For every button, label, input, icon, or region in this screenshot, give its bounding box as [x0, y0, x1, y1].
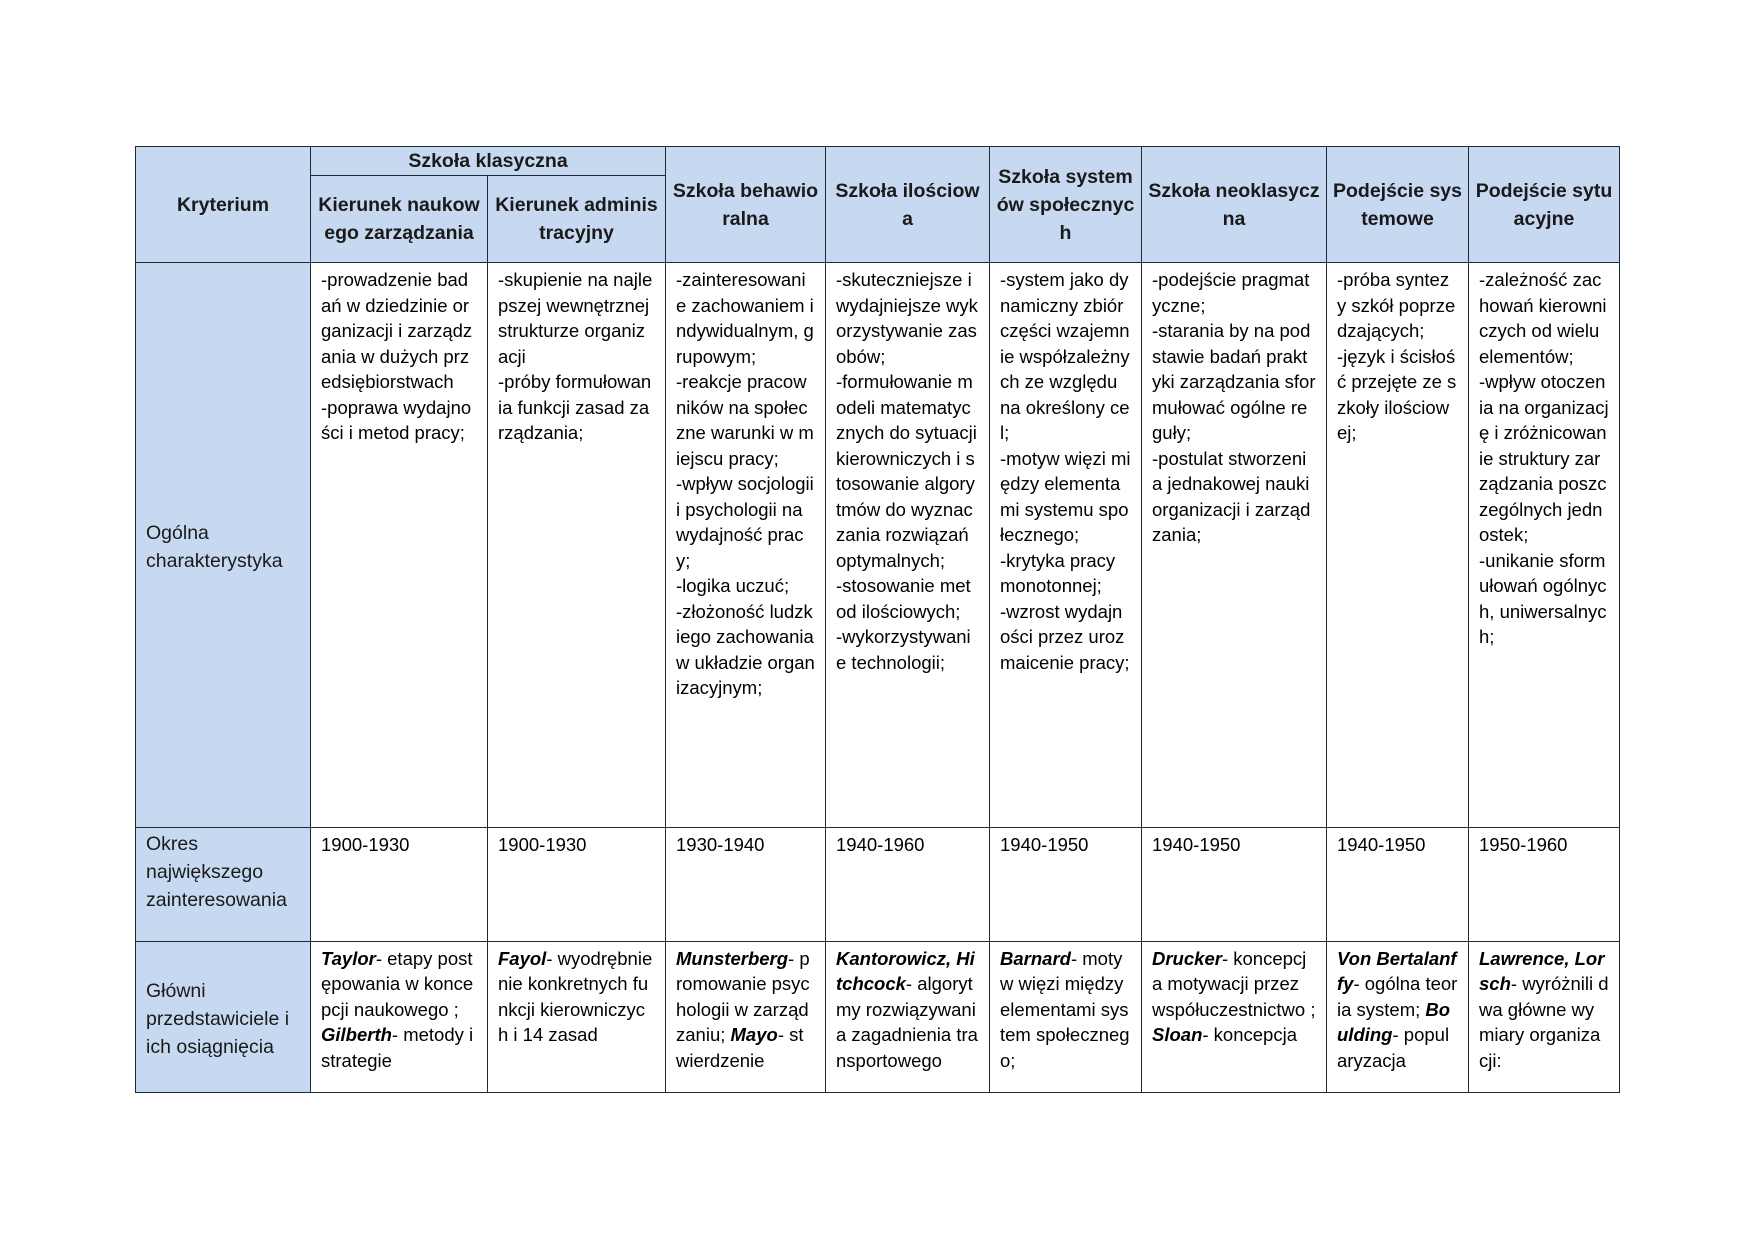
representative-name: Drucker [1152, 947, 1222, 969]
characteristic-line: -poprawa wydajności i metod pracy; [321, 396, 472, 444]
representatives-cell [1469, 941, 1620, 1092]
period-cell: 1950-1960 [1469, 828, 1620, 941]
period-cell: 1940-1960 [826, 828, 990, 941]
char-cell [990, 263, 1142, 828]
representative-achievement: - wyróżnili dwa główne wymiary organizacji: [1479, 973, 1609, 1071]
row-label-period: Okres największego zainteresowania [136, 828, 311, 941]
representatives-cell [666, 941, 826, 1092]
representative-name: Mayo [730, 1024, 778, 1046]
representatives-cell [826, 941, 990, 1092]
header-kryterium: Kryterium [136, 147, 311, 263]
representative-name: Sloan [1152, 1024, 1203, 1046]
period-cell: 1940-1950 [1327, 828, 1469, 941]
document-page [135, 146, 1619, 1093]
representative-achievement: - popularyzacja [1337, 1024, 1450, 1071]
characteristic-line: -próba syntezy szkół poprzedzających; [1337, 269, 1456, 342]
characteristic-line: -podejście pragmatyczne; [1152, 269, 1310, 316]
row-general-characteristics [136, 263, 1620, 828]
header-col-3: Szkoła behawioralna [666, 147, 826, 263]
characteristic-line: -reakcje pracowników na społeczne warunki w miejscu pracy; [676, 371, 814, 469]
characteristic-line: -unikanie sformułowań ogólnych, uniwersalnych; [1479, 549, 1607, 648]
characteristic-line: -złożoność ludzkiego zachowania w układzie organizacyjnym; [676, 600, 815, 699]
header-col-2: Kierunek administracyjny [488, 176, 666, 263]
period-cell: 1930-1940 [666, 828, 826, 941]
header-col-4: Szkoła ilościowa [826, 147, 990, 263]
char-cell [826, 263, 990, 828]
representative-name: Taylor [321, 947, 376, 969]
characteristic-line: -wpływ socjologii i psychologii na wydajność pracy; [676, 473, 814, 571]
representative-name: Fayol [498, 947, 547, 969]
char-cell [1142, 263, 1327, 828]
representative-name: Barnard [1000, 947, 1071, 969]
representative-achievement: - koncepcja motywacji przez współuczestnictwo ; [1152, 947, 1316, 1020]
period-cell: 1900-1930 [488, 828, 666, 941]
representative-achievement: - algorytmy rozwiązywania zagadnienia transportowego [836, 973, 978, 1071]
characteristic-line: -system jako dynamiczny zbiór części wzajemnie współzależnych ze względu na określony cel; [1000, 269, 1130, 444]
header-col-7: Podejście systemowe [1327, 147, 1469, 263]
representative-name: Munsterberg [676, 947, 789, 969]
characteristic-line: -krytyka pracy monotonnej; [1000, 549, 1116, 597]
characteristic-line: -postulat stworzenia jednakowej nauki organizacji i zarządzania; [1152, 447, 1311, 546]
char-cell [1327, 263, 1469, 828]
representatives-cell [990, 941, 1142, 1092]
characteristic-line: -wzrost wydajności przez urozmaicenie pracy; [1000, 600, 1130, 673]
header-col-1: Kierunek naukowego zarządzania [311, 176, 488, 263]
period-cell: 1900-1930 [311, 828, 488, 941]
characteristic-line: -prowadzenie badań w dziedzinie organizacji i zarządzania w dużych przedsiębiorstwach [321, 269, 473, 393]
characteristic-line: -motyw więzi między elementami systemu społecznego; [1000, 447, 1131, 546]
period-cell: 1940-1950 [1142, 828, 1327, 941]
characteristic-line: -język i ścisłość przejęte ze szkoły ilościowej; [1337, 345, 1457, 444]
representative-name: Lawrence, Lorsch [1479, 947, 1605, 995]
characteristic-line: -skupienie na najlepszej wewnętrznej strukturze organizacji [498, 269, 653, 367]
representative-name: Gilberth [321, 1024, 392, 1046]
representative-achievement: - stwierdzenie [676, 1024, 804, 1071]
char-cell [488, 263, 666, 828]
representatives-cell [488, 941, 666, 1092]
representatives-cell [1142, 941, 1327, 1092]
schools-comparison-table [135, 146, 1620, 1093]
representative-achievement: - motyw więzi między elementami system społecznego; [1000, 947, 1130, 1071]
row-period [136, 828, 1620, 941]
representative-achievement: - ogólna teoria system; [1337, 973, 1458, 1020]
row-label-characteristics: Ogólna charakterystyka [136, 263, 311, 828]
header-col-5: Szkoła systemów społecznych [990, 147, 1142, 263]
representative-achievement: - etapy postępowania w koncepcji naukowego ; [321, 947, 474, 1020]
header-classical-school: Szkoła klasyczna [311, 147, 666, 176]
header-col-8: Podejście sytuacyjne [1469, 147, 1620, 263]
period-cell: 1940-1950 [990, 828, 1142, 941]
char-cell [1469, 263, 1620, 828]
characteristic-line: -starania by na podstawie badań praktyki zarządzania sformułować ogólne reguły; [1152, 320, 1316, 444]
representatives-cell [311, 941, 488, 1092]
characteristic-line: -zależność zachowań kierowniczych od wielu elementów; [1479, 269, 1607, 367]
representative-name: Kantorowicz, Hitchcock [836, 947, 975, 995]
char-cell [311, 263, 488, 828]
row-label-representatives: Główni przedstawiciele i ich osiągnięcia [136, 941, 311, 1092]
representative-name: Boulding [1337, 998, 1451, 1046]
characteristic-line: -stosowanie metod ilościowych; [836, 575, 971, 622]
representative-achievement: - metody i strategie [321, 1024, 474, 1071]
representative-achievement: - wyodrębnienie konkretnych funkcji kierowniczych i 14 zasad [498, 947, 653, 1046]
characteristic-line: -wykorzystywanie technologii; [836, 626, 971, 673]
characteristic-line: -próby formułowania funkcji zasad zarządzania; [498, 371, 652, 444]
characteristic-line: -wpływ otoczenia na organizację i zróżnicowanie struktury zarządzania poszczególnych jednostek; [1479, 371, 1609, 546]
characteristic-line: -logika uczuć; [676, 575, 790, 597]
char-cell [666, 263, 826, 828]
header-col-6: Szkoła neoklasyczna [1142, 147, 1327, 263]
representative-name: Von Bertalanffy [1337, 947, 1457, 995]
characteristic-line: -formułowanie modeli matematycznych do sytuacji kierowniczych i stosowanie algorytmów do wyznaczania rozwiązań optymalnych; [836, 371, 977, 571]
representative-achievement: - promowanie psychologii w zarządzaniu; [676, 947, 810, 1046]
row-representatives [136, 941, 1620, 1092]
representatives-cell [1327, 941, 1469, 1092]
characteristic-line: -zainteresowanie zachowaniem indywidualnym, grupowym; [676, 269, 814, 367]
characteristic-line: -skuteczniejsze i wydajniejsze wykorzystywanie zasobów; [836, 269, 978, 367]
representative-achievement: - koncepcja [1202, 1024, 1297, 1046]
